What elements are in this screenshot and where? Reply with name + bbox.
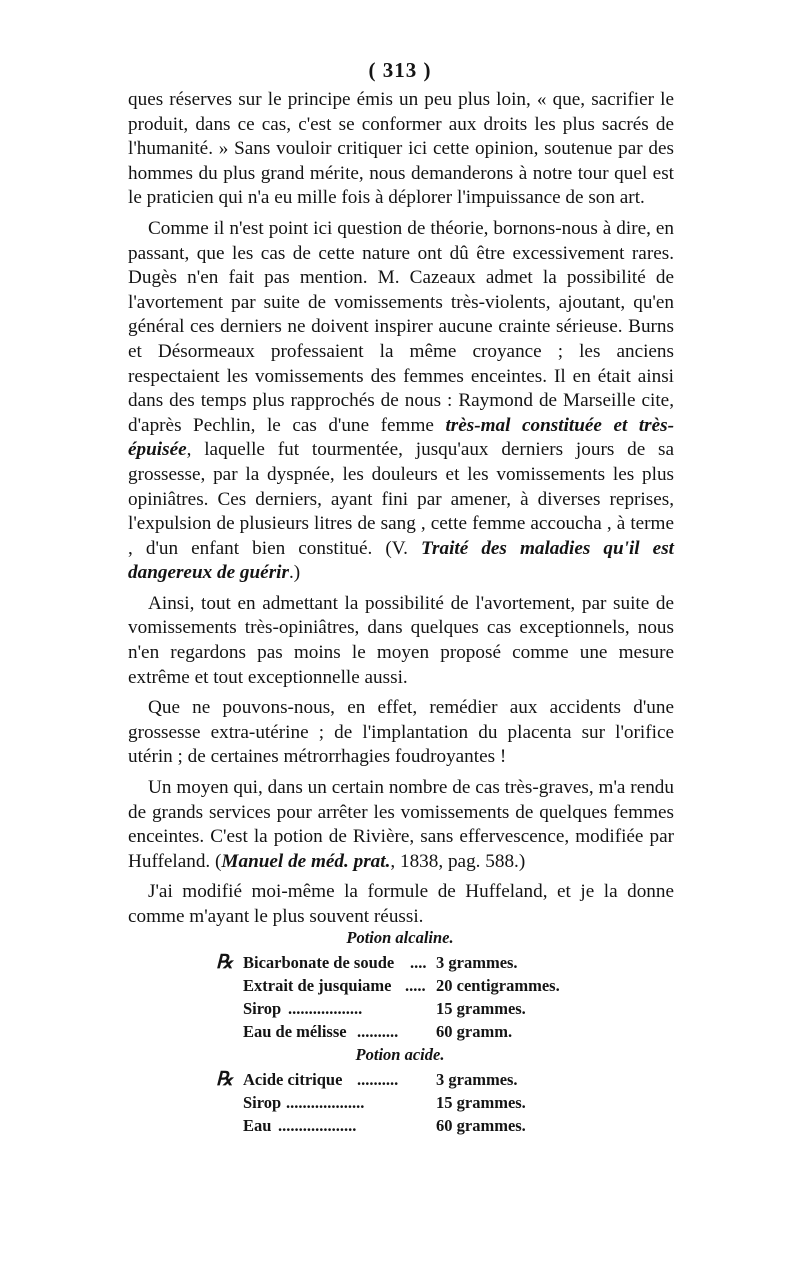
ingredient-quantity: 15 grammes.	[436, 999, 526, 1018]
ingredient-leader-dots: ....	[410, 953, 427, 972]
ingredient-row	[0, 1020, 800, 1043]
recipe-title: Potion alcaline.	[346, 928, 454, 947]
recipes	[0, 928, 800, 1139]
ingredient-quantity: 3 grammes.	[436, 953, 518, 972]
ingredient-name: Eau	[243, 1116, 272, 1135]
recipe-potion-alcaline	[0, 928, 800, 1043]
paragraph-5-text-a: Un moyen qui, dans un certain nombre de cas très-graves, m'a rendu de grands services pour arrêter les vomissements de quelques femmes enceintes. C'est la potion de Rivière, sans effervescence, modifiée par Huffeland. (	[128, 777, 674, 872]
ingredient-quantity: 15 grammes.	[436, 1093, 526, 1112]
recipe-title: Potion acide.	[355, 1045, 445, 1064]
ingredient-row	[0, 951, 800, 974]
ingredient-name: Acide citrique	[243, 1070, 343, 1089]
rx-symbol-icon: ℞	[216, 1069, 234, 1090]
recipe-potion-acide	[0, 1045, 800, 1137]
ingredient-leader-dots: ..................	[288, 999, 363, 1018]
ingredient-quantity: 60 gramm.	[436, 1022, 513, 1041]
paragraph-4: Que ne pouvons-nous, en effet, remédier aux accidents d'une grossesse extra-utérine ; de l'implantation du placenta sur l'orifice utérin ; de certaines métrorrhagies foudroyantes !	[128, 697, 674, 768]
paragraph-2-text-a: Comme il n'est point ici question de théorie, bornons-nous à dire, en passant, que les cas de cette nature ont dû être excessivement rares. Dugès n'en fait pas mention. M. Cazeaux admet la possibilité de l'avortement par suite de vomissements très-violents, ajoutant, qu'en général ces derniers ne doivent inspirer aucune crainte sérieuse. Burns et Désormeaux professaient la même croyance ; les anciens respectaient les vomissements des femmes enceintes. Il en était ainsi dans des temps plus rapprochés de nous : Raymond de Marseille cite, d'après Pechlin, le cas d'une femme	[128, 217, 674, 436]
ingredient-row	[0, 997, 800, 1020]
paragraph-2-text-b: , laquelle fut tourmentée, jusqu'aux derniers jours de sa grossesse, par la dyspnée, les douleurs et les vomissements les plus opiniâtres. Ces derniers, ayant fini par amener, à diverses reprises, l'expulsion de plusieurs litres de sang , cette femme accoucha , à terme , d'un enfant bien constitué. (V.	[128, 439, 674, 559]
paragraph-2	[128, 217, 674, 586]
page-number: ( 313 )	[368, 58, 432, 82]
paragraph-5	[128, 776, 674, 874]
paragraph-1: ques réserves sur le principe émis un peu plus loin, « que, sacrifier le produit, dans ce cas, c'est se conformer aux droits les plus sacrés de l'humanité. » Sans vouloir critiquer ici cette opinion, soutenue par des hommes du plus grand mérite, nous demanderons à notre tour quel est le praticien qui n'a eu mille fois à déplorer l'impuissance de son art.	[128, 89, 674, 209]
paragraph-5-book-title: Manuel de méd. prat.	[221, 850, 391, 872]
ingredient-leader-dots: ...................	[278, 1116, 357, 1135]
paragraph-2-text-c: .)	[288, 562, 301, 584]
ingredient-row	[0, 1114, 800, 1137]
paragraph-6: J'ai modifié moi-même la formule de Huffeland, et je la donne comme m'ayant le plus souvent réussi.	[128, 881, 674, 927]
ingredient-name: Eau de mélisse	[243, 1022, 347, 1041]
paragraph-3: Ainsi, tout en admettant la possibilité de l'avortement, par suite de vomissements très-opiniâtres, dans quelques cas exceptionnels, nous n'en regardons pas moins le moyen proposé comme une mesure extrême et tout exceptionnelle aussi.	[128, 592, 674, 688]
ingredient-quantity: 60 grammes.	[436, 1116, 526, 1135]
ingredient-leader-dots: .....	[405, 976, 426, 995]
ingredient-quantity: 20 centigrammes.	[436, 976, 560, 995]
ingredient-leader-dots: ..........	[357, 1022, 399, 1041]
ingredient-name: Sirop	[243, 1093, 282, 1112]
paragraph-5-text-b: , 1838, pag. 588.)	[390, 850, 526, 872]
paragraph-2-emphasis: très-mal constituée et très-épuisée	[128, 414, 675, 461]
ingredient-name: Extrait de jusquiame	[243, 976, 392, 995]
ingredient-row	[0, 1068, 800, 1091]
paragraph-2-book-title: Traité des maladies qu'il est dangereux de guérir	[128, 537, 675, 584]
body-text	[128, 88, 674, 930]
ingredient-leader-dots: ...................	[286, 1093, 365, 1112]
ingredient-name: Bicarbonate de soude	[243, 953, 395, 972]
ingredient-name: Sirop	[243, 999, 282, 1018]
rx-symbol-icon: ℞	[216, 952, 234, 973]
ingredient-row	[0, 1091, 800, 1114]
ingredient-leader-dots: ..........	[357, 1070, 399, 1089]
ingredient-row	[0, 974, 800, 997]
ingredient-quantity: 3 grammes.	[436, 1070, 518, 1089]
